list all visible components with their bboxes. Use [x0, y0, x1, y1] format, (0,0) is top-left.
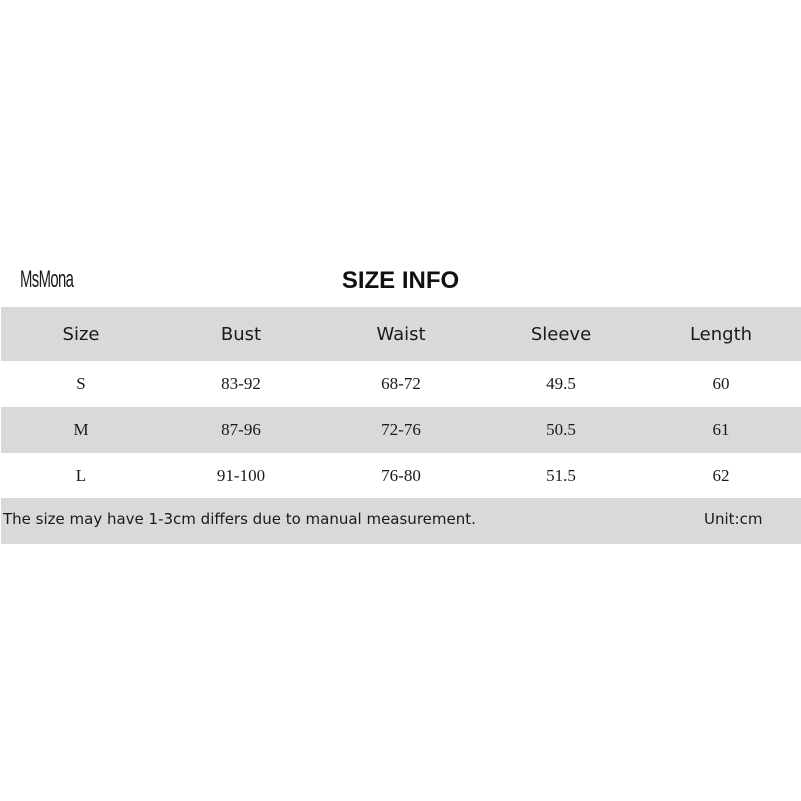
table-header-row [1, 307, 801, 361]
column-header-size: Size [62, 324, 100, 345]
table-cell-sleeve: 51.5 [546, 466, 576, 485]
unit-label: Unit:cm [704, 510, 763, 528]
table-cell-size: S [76, 374, 86, 393]
table-cell-bust: 83-92 [221, 374, 261, 393]
measurement-note: The size may have 1-3cm differs due to manual measurement. [3, 510, 476, 528]
table-cell-length: 60 [712, 374, 730, 393]
column-header-bust: Bust [220, 324, 262, 345]
table-cell-bust: 91-100 [216, 466, 266, 485]
brand-logo: MsMona [20, 266, 74, 293]
table-cell-waist: 68-72 [381, 374, 421, 393]
table-row [1, 407, 801, 453]
table-cell-size: L [75, 466, 87, 485]
column-header-waist: Waist [376, 324, 426, 345]
page-title: SIZE INFO [341, 267, 460, 294]
table-cell-size: M [73, 420, 89, 439]
table-row [1, 453, 801, 499]
table-cell-length: 61 [712, 420, 730, 439]
column-header-sleeve: Sleeve [530, 324, 592, 345]
size-table [1, 307, 801, 499]
table-cell-length: 62 [712, 466, 730, 485]
footnote-row [1, 498, 801, 544]
column-header-length: Length [689, 324, 753, 345]
table-cell-sleeve: 49.5 [546, 374, 576, 393]
table-cell-waist: 72-76 [381, 420, 421, 439]
table-cell-waist: 76-80 [381, 466, 421, 485]
table-cell-bust: 87-96 [221, 420, 261, 439]
table-cell-sleeve: 50.5 [546, 420, 576, 439]
table-row [1, 361, 801, 407]
